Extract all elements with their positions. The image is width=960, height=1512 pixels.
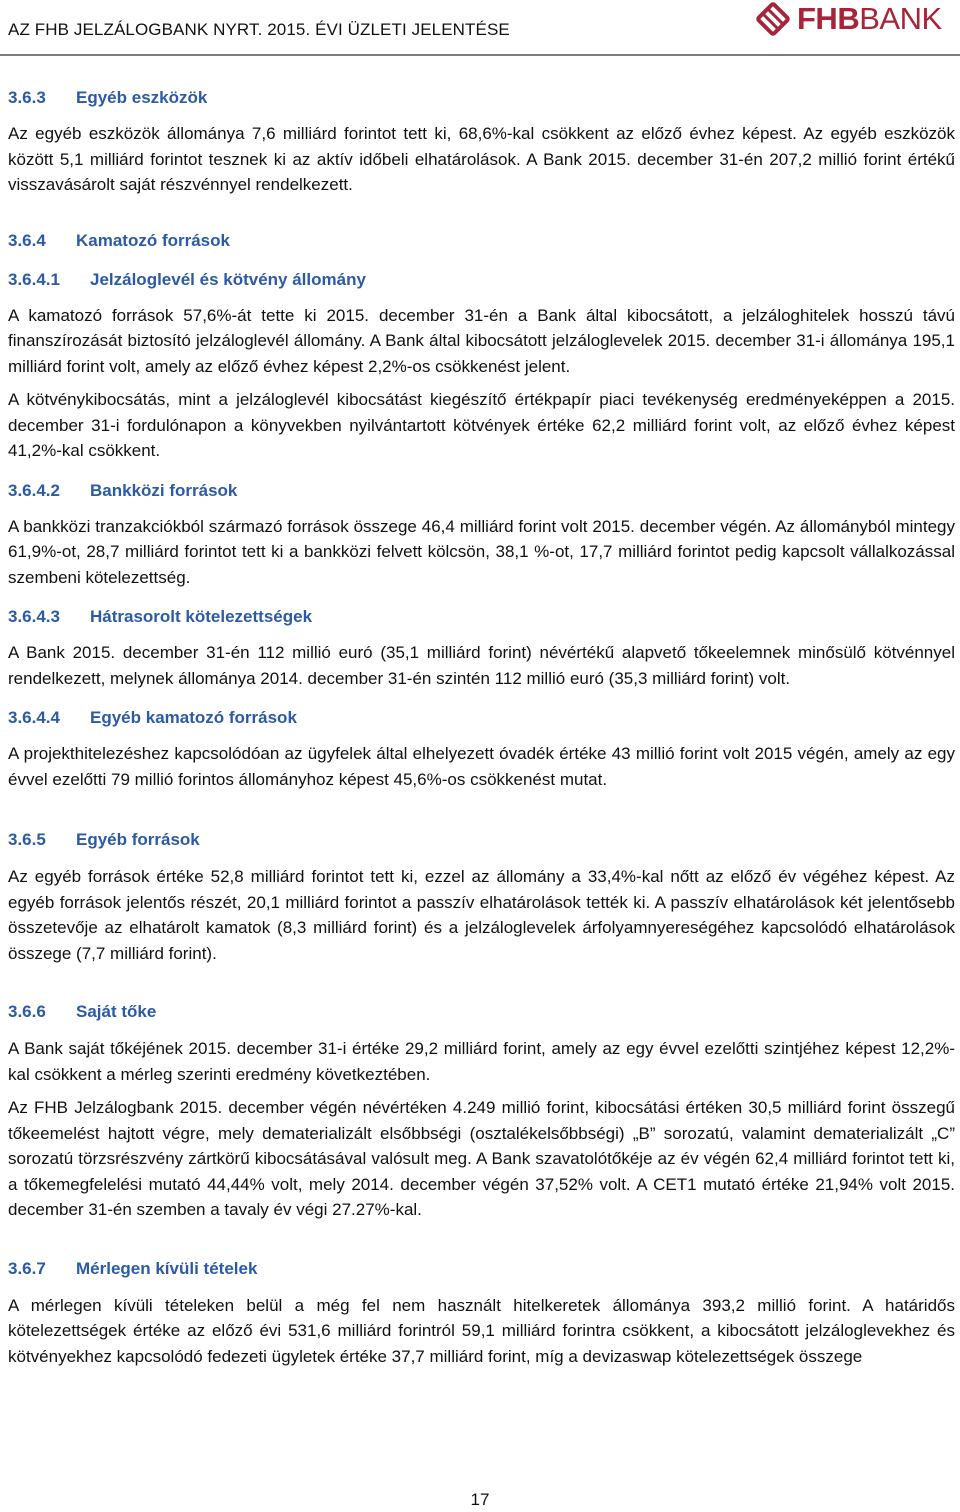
heading-number: 3.6.4.3 [8,607,60,626]
report-title: AZ FHB JELZÁLOGBANK NYRT. 2015. ÉVI ÜZLETI JELENTÉSE [8,20,510,39]
paragraph: Az egyéb eszközök állománya 7,6 milliárd forintot tett ki, 68,6%-kal csökkent az előző évhez képest. Az egyéb eszközök között 5,1 milliárd forintot tesznek ki az aktív időbeli elhatárolások. A Bank 2015. december 31-én 207,2 millió forint értékű visszavásárolt saját részvénnyel rendelkezett. [8,124,955,194]
heading-title: Egyéb források [76,830,200,849]
heading-3-6-4-2 [8,481,955,501]
heading-title: Hátrasorolt kötelezettségek [90,607,313,626]
heading-title: Mérlegen kívüli tételek [76,1258,258,1278]
heading-3-6-5 [8,830,955,850]
heading-3-6-4 [8,231,955,251]
paragraph: A kamatozó források 57,6%-át tette ki 2015. december 31-én a Bank által kibocsátott, a jelzáloghitelek hosszú távú finanszírozását biztosító jelzáloglevél állomány. A Bank által kibocsátott jelzáloglevelek 2015. december 31-i állománya 195,1 milliárd forint volt, amely az előző évhez képest 2,2%-os csökkenést jelent. [8,305,955,376]
heading-3-6-6 [8,1002,955,1022]
heading-number: 3.6.5 [8,830,46,849]
heading-title: Egyéb eszközök [76,88,208,107]
heading-number: 3.6.4.4 [8,708,60,727]
heading-number: 3.6.4 [8,230,46,250]
logo-text-bank: BANK [859,1,942,36]
heading-number: 3.6.4.2 [8,480,60,500]
heading-3-6-7 [8,1259,955,1279]
heading-3-6-4-1 [8,270,955,290]
paragraph: A projekthitelezéshez kapcsolódóan az ügyfelek által elhelyezett óvadék értéke 43 millió forint volt 2015 végén, amely az egy évvel ezelőtti 79 millió forintos állományhoz képest 45,6%-os csökkenést mutat. [8,744,955,789]
heading-title: Jelzáloglevél és kötvény állomány [90,269,366,289]
page-number: 17 [470,1490,490,1509]
page-header [0,0,960,62]
header-divider [0,54,960,56]
paragraph: A mérlegen kívüli tételeken belül a még fel nem használt hitelkeretek állománya 393,2 millió forint. A határidős kötelezettségek értéke az előző évi 531,6 milliárd forintról 59,1 milliárd forintra csökkent, a kibocsátott jelzáloglevekhez és kötvényekhez kapcsolódó fedezeti ügyletek értéke 37,7 milliárd forint, míg a devizaswap kötelezettségek összege [8,1295,955,1366]
heading-title: Saját tőke [76,1002,157,1021]
document-body [8,62,955,1369]
heading-number: 3.6.6 [8,1002,46,1021]
heading-3-6-4-3 [8,607,955,627]
heading-title: Egyéb kamatozó források [90,708,297,727]
paragraph: A Bank 2015. december 31-én 112 millió euró (35,1 milliárd forint) névértékű alapvető tőkeelemnek minősülő kötvénnyel rendelkezett, melynek állománya 2014. december 31-én szintén 112 millió euró (35,3 milliárd forint) volt. [8,643,955,688]
heading-3-6-4-4 [8,708,955,728]
fhb-logo-icon [755,1,791,37]
heading-number: 3.6.3 [8,88,46,107]
heading-title: Bankközi források [90,480,238,500]
paragraph: Az egyéb források értéke 52,8 milliárd forintot tett ki, ezzel az állomány a 33,4%-kal nőtt az előző év végéhez képest. Az egyéb források jelentős részét, 20,1 milliárd forintot a passzív elhatárolások tették ki. A passzív elhatárolások két jelentősebb összetevője az elhatárolt kamatok (8,3 milliárd forint) és a jelzáloglevelek árfolyamnyereségéhez kapcsolódó elhatárolások összege (7,7 milliárd forint). [8,867,955,963]
heading-title: Kamatozó források [76,230,230,250]
paragraph: Az FHB Jelzálogbank 2015. december végén névértéken 4.249 millió forint, kibocsátási értéken 30,5 milliárd forint összegű tőkeemelést hajtott végre, mely dematerializált elsőbbségi (osztalékelsőbbségi) „B” sorozatú, valamint dematerializált „C” sorozatú törzsrészvény zártkörű kibocsátásával valósult meg. A Bank szavatolótőkéje az év végén 62,4 milliárd forintot tett ki, a tőkemegfelelési mutató 44,44% volt, mely 2014. december végén 37,52% volt. A CET1 mutató értéke 21,94% volt 2015. december 31-én szemben a tavaly év végi 27.27%-kal. [8,1098,955,1219]
paragraph: A bankközi tranzakciókból származó források összege 46,4 milliárd forint volt 2015. december végén. Az állományból mintegy 61,9%-ot, 28,7 milliárd forintot tett ki a bankközi felvett kölcsön, 38,1 %-ot, 17,7 milliárd forintot pedig kapcsolt vállalkozással szembeni kötelezettség. [8,516,955,587]
fhb-bank-logo [755,1,942,37]
heading-3-6-3 [8,88,955,108]
logo-wordmark [797,1,942,37]
paragraph: A kötvénykibocsátás, mint a jelzáloglevél kibocsátást kiegészítő értékpapír piaci tevékenység eredményeképpen a 2015. december 31-i fordulónapon a könyvekben nyilvántartott kötvények értéke 62,2 milliárd forint volt, az előző évhez képest 41,2%-kal csökkent. [8,390,955,460]
paragraph: A Bank saját tőkéjének 2015. december 31-i értéke 29,2 milliárd forint, amely az egy évvel ezelőtti szintjéhez képest 12,2%-kal csökkent a mérleg szerinti eredmény következtében. [8,1039,955,1084]
heading-number: 3.6.7 [8,1258,46,1278]
heading-number: 3.6.4.1 [8,269,60,289]
logo-text-fhb: FHB [797,1,860,36]
